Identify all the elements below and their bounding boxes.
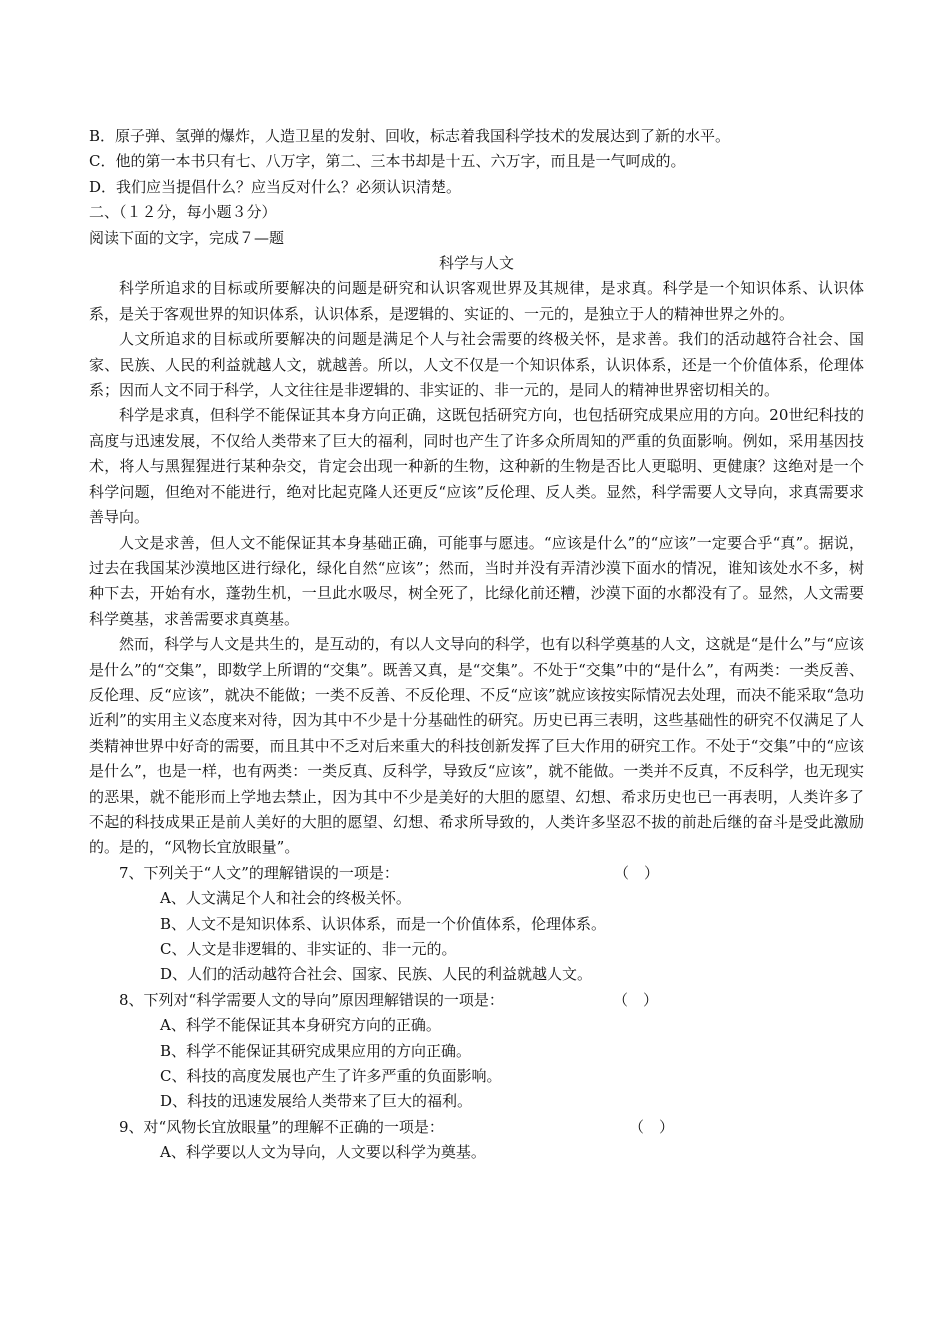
question-stem (89, 988, 864, 1013)
article-paragraph-4: 人文是求善，但人文不能保证其本身基础正确，可能事与愿违。“应该是什么”的“应该”一定要合乎“真”。据说，过去在我国某沙漠地区进行绿化，绿化自然“应该”；然而，当时并没有弄清沙漠下面水的情况，谁知该处水不多，树种下去，开始有水，蓬勃生机，一旦此水吸尽，树全死了，比绿化前还糟，沙漠下面的水都没有了。显然，人文需要科学奠基，求善需要求真奠基。 (89, 533, 864, 628)
answer-blank: （ ） (613, 990, 659, 1009)
question-7-option-b: B、人文不是知识体系、认识体系，而是一个价值体系，伦理体系。 (160, 914, 607, 933)
question-7-option-d: D、人们的活动越符合社会、国家、民族、人民的利益就越人文。 (160, 965, 593, 984)
question-8-option-b: B、科学不能保证其研究成果应用的方向正确。 (160, 1041, 472, 1060)
reading-instruction: 阅读下面的文字，完成７—题 (89, 228, 285, 247)
article-paragraph-3: 科学是求真，但科学不能保证其本身方向正确，这既包括研究方向，也包括研究成果应用的方向。20世纪科技的高度与迅速发展，不仅给人类带来了巨大的福利，同时也产生了许多众所周知的严重的负面影响。例如，采用基因技术，将人与黑猩猩进行某种杂交，肯定会出现一种新的生物，这种新的生物是否比人更聪明、更健康？这绝对是一个科学问题，但绝对不能进行，绝对比起克隆人还更反“应该”反伦理、反人类。显然，科学需要人文导向，求真需要求善导向。 (89, 406, 864, 527)
option-b-line: B．原子弹、氢弹的爆炸，人造卫星的发射、回收，标志着我国科学技术的发展达到了新的水平。 (89, 127, 731, 145)
question-7-option-c: C、人文是非逻辑的、非实证的、非一元的。 (160, 940, 457, 958)
question-7-stem: 7、下列关于“人文”的理解错误的一项是： (119, 863, 399, 882)
question-7-option-a: A、人文满足个人和社会的终极关怀。 (160, 889, 411, 908)
answer-blank: （ ） (629, 1117, 675, 1136)
exam-page (89, 124, 864, 1166)
question-8-stem: 8、下列对“科学需要人文的导向”原因理解错误的一项是： (119, 990, 504, 1009)
option-c-line: C．他的第一本书只有七、八万字，第二、三本书却是十五、六万字，而且是一气呵成的。 (89, 152, 686, 171)
question-9-stem: 9、对“风物长宜放眼量”的理解不正确的一项是： (119, 1117, 444, 1136)
option-d-line: D．我们应当提倡什么？应当反对什么？必须认识清楚。 (89, 177, 462, 196)
article-paragraph-5: 然而，科学与人文是共生的，是互动的，有以人文导向的科学，也有以科学奠基的人文，这就是“是什么”与“应该是什么”的“交集”，即数学上所谓的“交集”。既善又真，是“交集”。不处于“交集”中的“是什么”，有两类：一类反善、反伦理、反“应该”，就决不能做；一类不反善、不反伦理、不反“应该”就应该按实际情况去处理，而决不能采取“急功近利”的实用主义态度来对待，因为其中不少是十分基础性的研究。历史已再三表明，这些基础性的研究不仅满足了人类精神世界中好奇的需要，而且其中不乏对后来重大的科技创新发挥了巨大作用的研究工作。不处于“交集”中的“应该是什么”，也是一样，也有两类：一类反真、反科学，导致反“应该”，就不能做。一类并不反真，不反科学，也无现实的恶果，就不能形而上学地去禁止，因为其中不少是美好的大胆的愿望、幻想、希求历史也已一再表明，人类许多了不起的科技成果正是前人美好的大胆的愿望、幻想、希求所导致的，人类许多坚忍不拔的前赴后继的奋斗是受此激励的。是的，“风物长宜放眼量”。 (89, 635, 864, 857)
question-stem (89, 861, 864, 886)
question-8-option-d: D、科技的迅速发展给人类带来了巨大的福利。 (160, 1092, 473, 1111)
question-stem (89, 1115, 864, 1140)
question-8-option-c: C、科技的高度发展也产生了许多严重的负面影响。 (160, 1067, 502, 1086)
section-heading: 二、（１２分，每小题３分） (89, 203, 277, 222)
question-9 (89, 1115, 864, 1166)
question-9-option-a: A、科学要以人文为导向，人文要以科学为奠基。 (160, 1143, 486, 1162)
article-title: 科学与人文 (438, 254, 514, 273)
article-paragraph-1: 科学所追求的目标或所要解决的问题是研究和认识客观世界及其规律，是求真。科学是一个知识体系、认识体系，是关于客观世界的知识体系，认识体系，是逻辑的、实证的、一元的，是独立于人的精神世界之外的。 (89, 279, 864, 323)
question-8-option-a: A、科学不能保证其本身研究方向的正确。 (160, 1016, 441, 1035)
question-7 (89, 861, 864, 988)
answer-blank: （ ） (614, 863, 660, 882)
question-8 (89, 988, 864, 1115)
article-paragraph-2: 人文所追求的目标或所要解决的问题是满足个人与社会需要的终极关怀，是求善。我们的活动越符合社会、国家、民族、人民的利益就越人文，就越善。所以，人文不仅是一个知识体系，认识体系，还是一个价值体系，伦理体系；因而人文不同于科学，人文往往是非逻辑的、非实证的、非一元的，是同人的精神世界密切相关的。 (89, 330, 864, 400)
